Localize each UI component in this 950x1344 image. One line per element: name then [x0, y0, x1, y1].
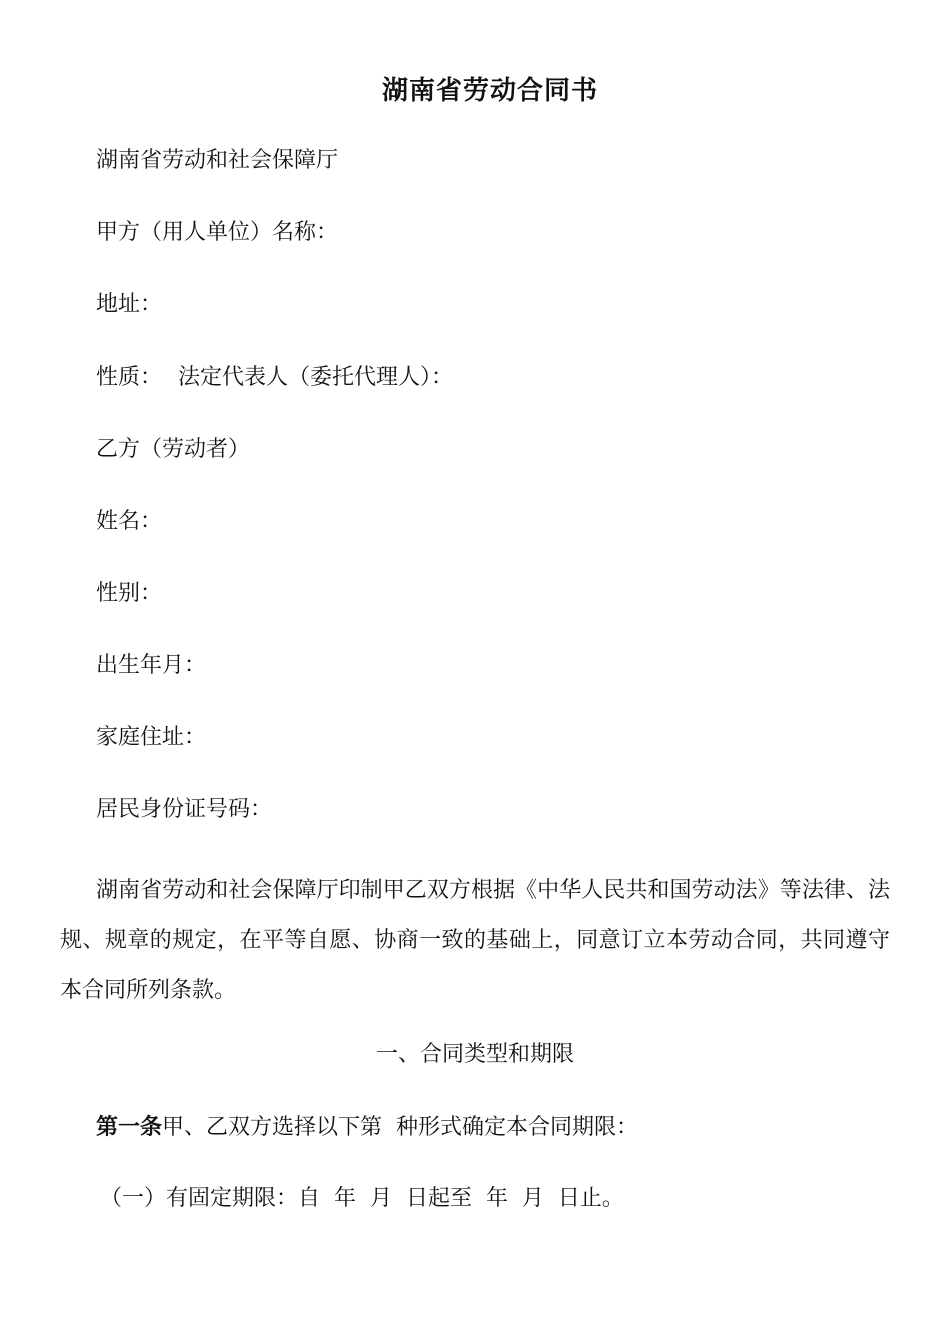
article-1-label: 第一条: [96, 1114, 163, 1140]
preamble-paragraph: 湖南省劳动和社会保障厅印制甲乙双方根据《中华人民共和国劳动法》等法律、法规、规章的规定，在平等自愿、协商一致的基础上，同意订立本劳动合同，共同遵守本合同所列条款。: [60, 878, 890, 1003]
document-title: 湖南省劳动合同书: [381, 76, 598, 106]
party-b-heading: 乙方（劳动者）: [96, 437, 251, 462]
id-number-field: 居民身份证号码：: [96, 797, 273, 822]
nature-field: 性质：: [96, 365, 163, 390]
article-1: [96, 1112, 638, 1143]
legal-rep-field: 法定代表人（委托代理人）：: [178, 365, 454, 390]
issuer-line: 湖南省劳动和社会保障厅: [96, 148, 339, 173]
gender-field: 性别：: [96, 581, 163, 606]
section-heading: 一、合同类型和期限: [375, 1042, 574, 1067]
birth-field: 出生年月：: [96, 653, 207, 678]
home-address-field: 家庭住址：: [96, 725, 207, 750]
nature-legal-rep-line: [96, 363, 453, 393]
article-1-text: 甲、乙双方选择以下第 种形式确定本合同期限：: [162, 1115, 639, 1140]
clause-1: （一）有固定期限：自 年 月 日起至 年 月 日止。: [100, 1186, 624, 1211]
address-field: 地址：: [96, 292, 163, 317]
employer-name-field: 甲方（用人单位）名称：: [96, 220, 339, 245]
name-field: 姓名：: [96, 509, 163, 534]
